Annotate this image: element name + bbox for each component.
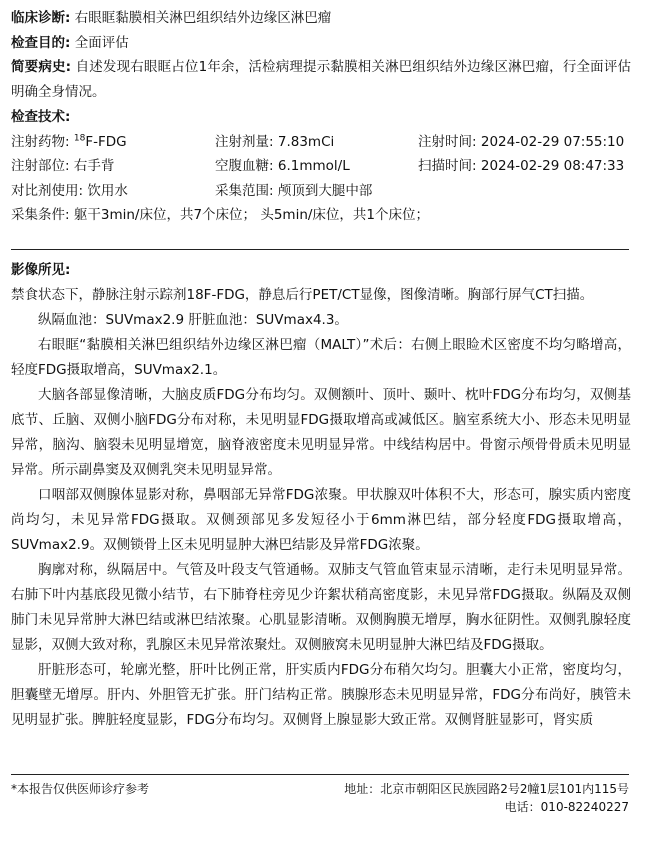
scan-time-label: 扫描时间: [418,158,477,174]
section-divider [11,249,629,250]
contact-info [344,780,629,816]
injection-site [11,154,114,179]
technique-row-2 [11,154,631,179]
injection-dose-value: 7.83mCi [277,133,335,150]
injection-time-value: 2024-02-29 07:55:10 [480,133,625,150]
injection-drug [11,130,127,155]
findings-title: 影像所见: [11,262,71,278]
injection-drug-label: 注射药物: [11,133,70,150]
contrast-agent [11,179,128,204]
acquisition-conditions [11,203,631,228]
acquisition-range [215,179,372,204]
injection-site-value: 右手背 [73,158,115,174]
fasting-glucose [215,154,350,179]
brief-history-value: 自述发现右眼眶占位1年余，活检病理提示黏膜相关淋巴组织结外边缘区淋巴瘤，行全面评估明确全身情况。 [11,59,631,100]
findings-paragraph: 口咽部双侧腺体显影对称，鼻咽部无异常FDG浓聚。甲状腺双叶体积不大，形态可，腺实质内密度尚均匀，未见异常FDG摄取。双侧颈部见多发短径小于6mm淋巴结，部分轻度FDG摄取增高，SUVmax2.9。双侧锁骨上区未见明显肿大淋巴结影及异常FDG浓聚。 [11,486,631,553]
acquisition-range-value: 颅顶到大腿中部 [277,182,373,199]
brief-history-label: 简要病史: [11,59,72,75]
injection-drug-isotope: 18 [73,133,86,143]
injection-time-label: 注射时间: [418,133,477,150]
exam-purpose-row [11,31,631,56]
injection-drug-value: F-FDG [85,133,127,150]
fasting-glucose-value: 6.1mmol/L [277,158,350,174]
address-text: 地址：北京市朝阳区民族园路2号2幢1层101内115号 [344,782,629,796]
injection-time [418,130,624,155]
technique-row-1 [11,130,631,155]
footer-divider [11,774,629,775]
findings-paragraph: 纵隔血池：SUVmax2.9 肝脏血池：SUVmax4.3。 [38,311,348,328]
exam-purpose-label: 检查目的: [11,34,71,51]
acquisition-range-label: 采集范围: [215,182,274,199]
scan-time-value: 2024-02-29 08:47:33 [480,158,625,174]
injection-site-label: 注射部位: [11,158,70,174]
technique-title: 检查技术: [11,109,71,125]
findings-paragraph: 胸廓对称，纵隔居中。气管及叶段支气管通畅。双肺支气管血管束显示清晰，走行未见明显异常。右肺下叶内基底段见微小结节，右下肺脊柱旁见少许絮状稍高密度影，未见异常FDG摄取。纵隔及双侧肺门未见异常肿大淋巴结或淋巴结浓聚。心肌显影清晰。双侧胸膜无增厚，胸水征阴性。双侧乳腺轻度显影，双侧大致对称，乳腺区未见异常浓聚灶。双侧腋窝未见明显肿大淋巴结及FDG摄取。 [11,561,631,653]
contrast-agent-label: 对比剂使用: [11,182,84,199]
clinical-diagnosis-value: 右眼眶黏膜相关淋巴组织结外边缘区淋巴瘤 [74,10,332,26]
clinical-diagnosis-label: 临床诊断: [11,10,71,26]
contrast-agent-value: 饮用水 [87,182,128,199]
brief-history-row [11,55,631,105]
injection-dose-label: 注射剂量: [215,133,274,150]
clinical-diagnosis-row [11,6,631,31]
fasting-glucose-label: 空腹血糖: [215,158,274,174]
findings-paragraph: 大脑各部显像清晰，大脑皮质FDG分布均匀。双侧额叶、顶叶、颞叶、枕叶FDG分布均匀，双侧基底节、丘脑、双侧小脑FDG分布对称，未见明显FDG摄取增高或减低区。脑室系统大小、形态未见明显异常，脑沟、脑裂未见明显增宽，脑脊液密度未见明显异常。中线结构居中。骨窗示颅骨骨质未见明显异常。所示副鼻窦及双侧乳突未见明显异常。 [11,386,631,478]
findings-paragraph: 禁食状态下，静脉注射示踪剂18F-FDG，静息后行PET/CT显像，图像清晰。胸部行屏气CT扫描。 [11,286,594,303]
findings-section [11,258,631,728]
scan-time [418,154,624,179]
findings-paragraph: 右眼眶“黏膜相关淋巴组织结外边缘区淋巴瘤（MALT）”术后：右侧上眼睑术区密度不均匀略增高，轻度FDG摄取增高，SUVmax2.1。 [11,336,631,378]
disclaimer-note: *本报告仅供医师诊疗参考 [11,782,150,796]
exam-purpose-value: 全面评估 [74,34,129,51]
report-page [11,6,631,228]
technique-row-3 [11,179,631,204]
injection-dose [215,130,334,155]
phone-text: 电话：010-82240227 [504,800,629,814]
acquisition-conditions-label: 采集条件: [11,207,70,223]
acquisition-conditions-value: 躯干3min/床位，共7个床位； 头5min/床位，共1个床位； [73,207,430,223]
findings-paragraph: 肝脏形态可，轮廓光整，肝叶比例正常，肝实质内FDG分布稍欠均匀。胆囊大小正常，密度均匀，胆囊壁无增厚。肝内、外胆管无扩张。肝门结构正常。胰腺形态未见明显异常，FDG分布尚好，胰管未见明显扩张。脾脏轻度显影，FDG分布均匀。双侧肾上腺显影大致正常。双侧肾脏显影可，肾实质 [11,661,631,728]
